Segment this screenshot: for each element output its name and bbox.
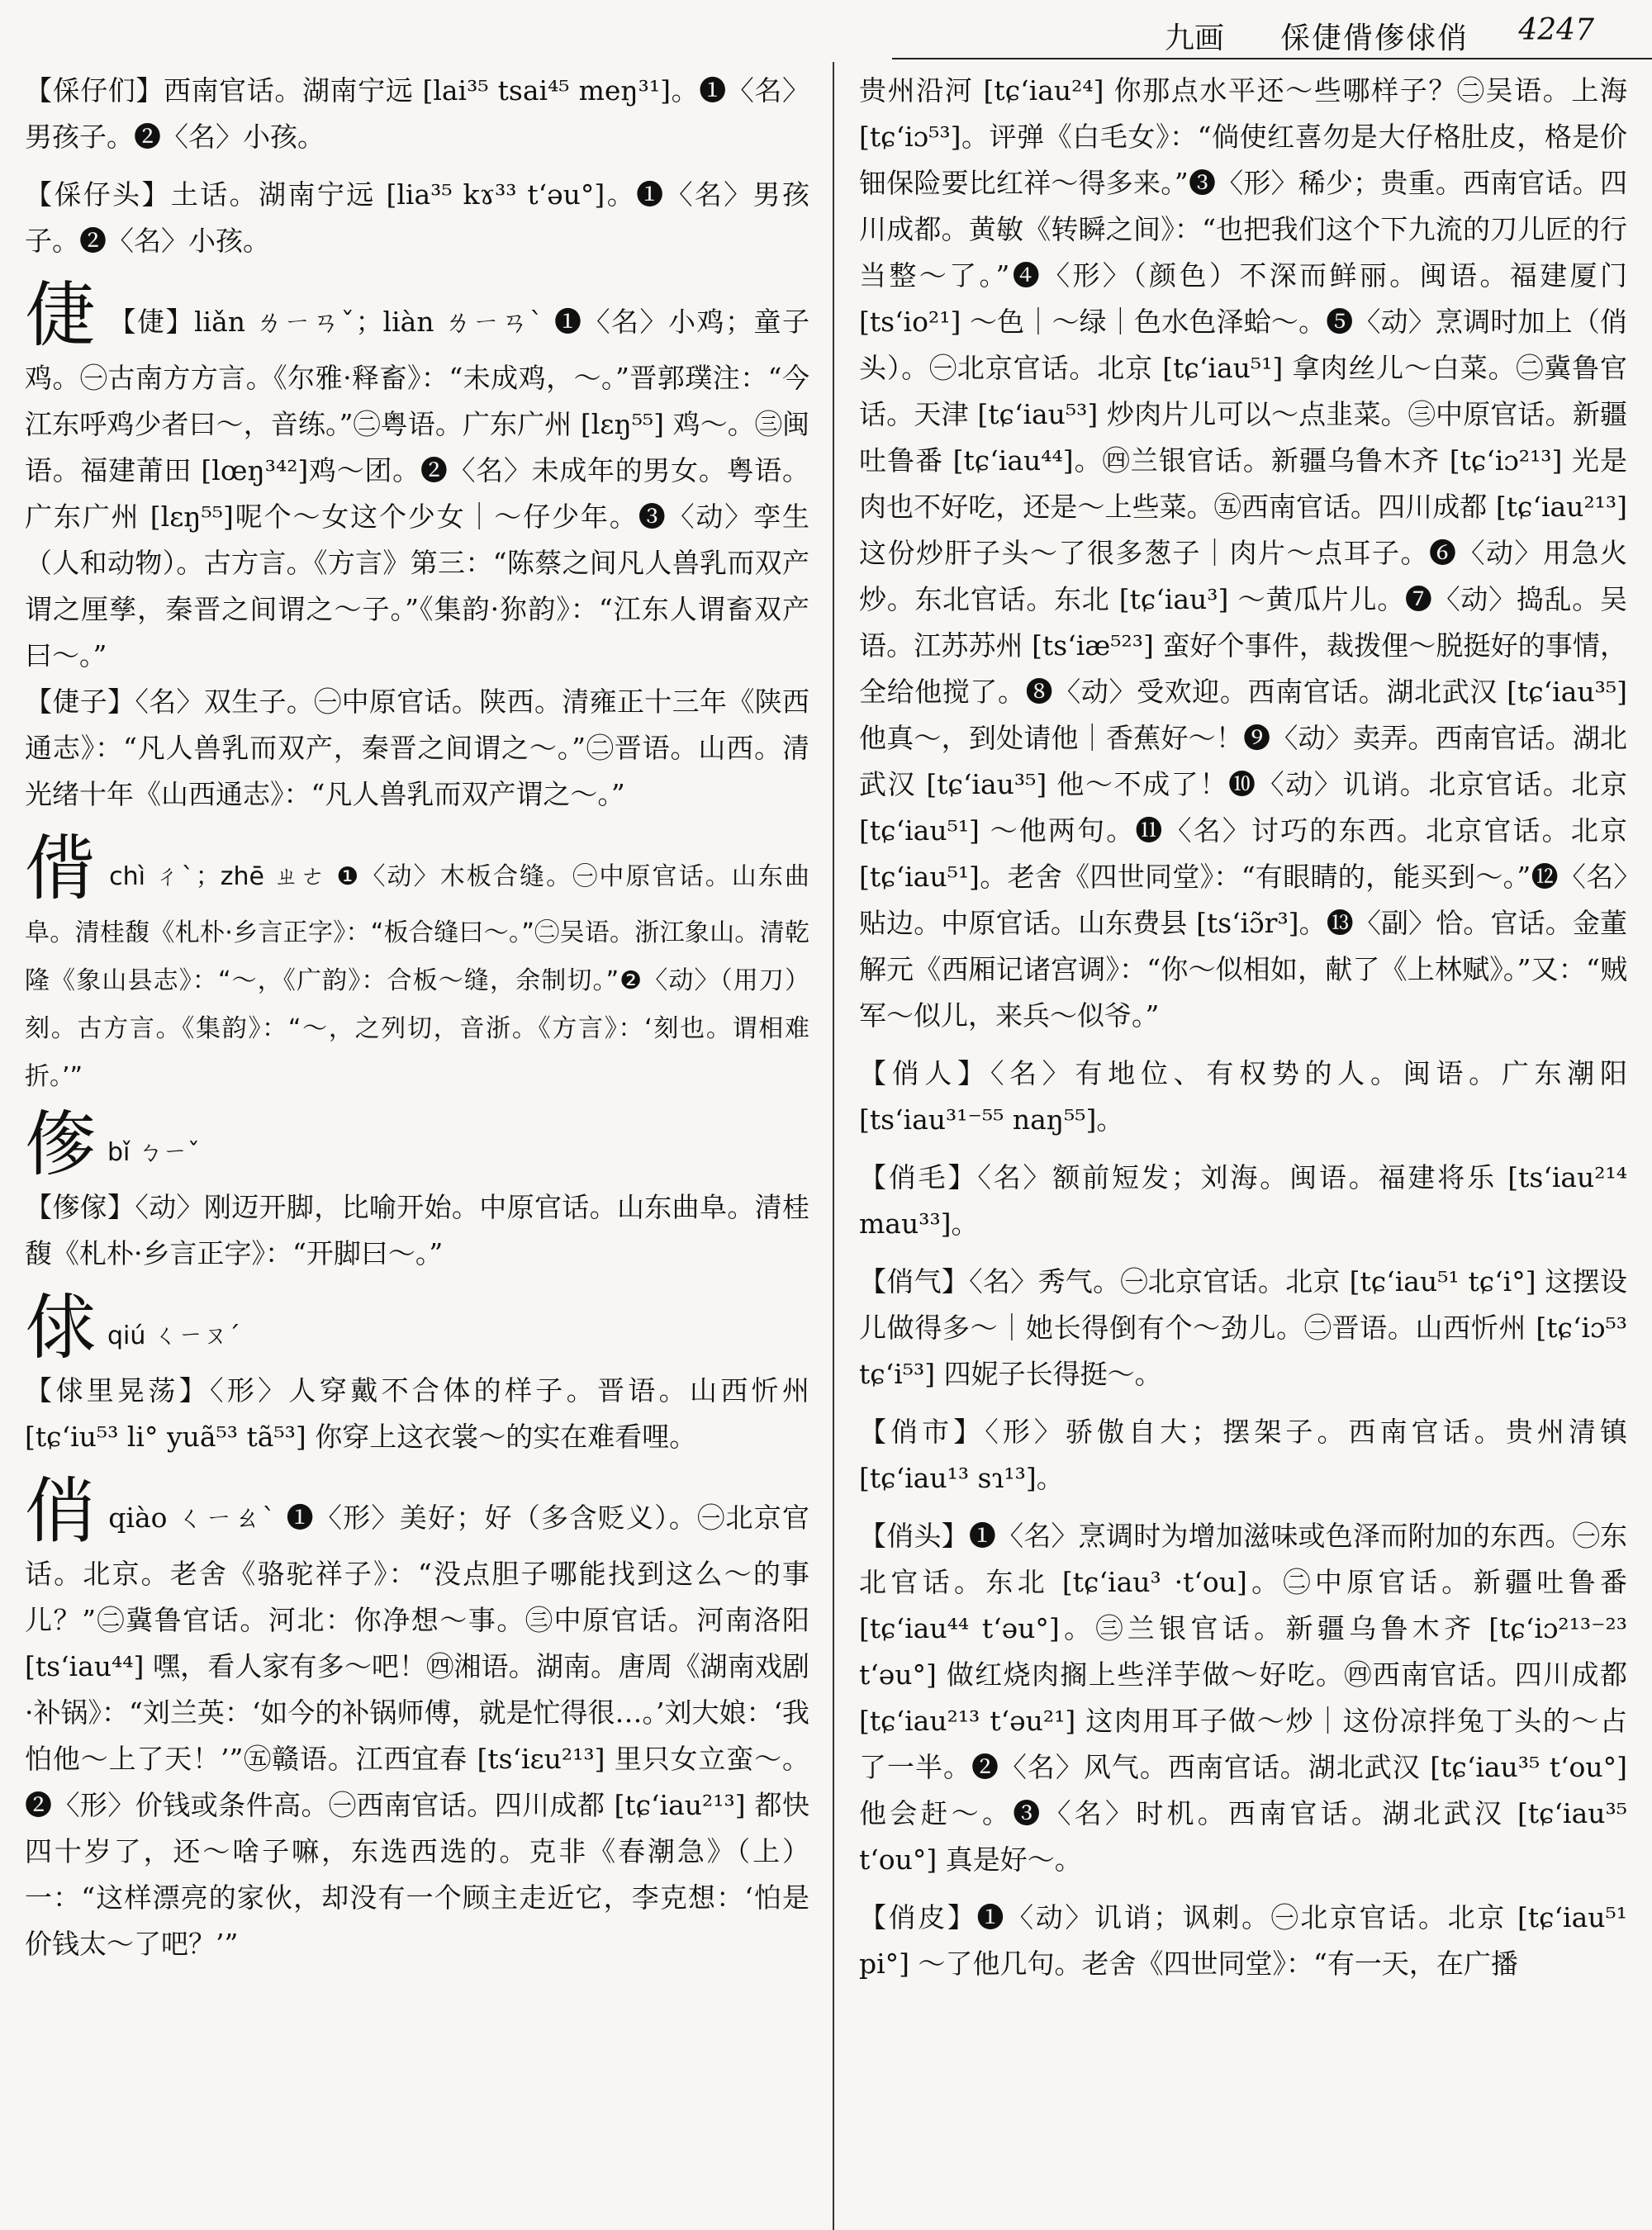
headword-chi-body: chì ㄔˋ；zhē ㄓㄜ ❶〈动〉木板合缝。㊀中原官话。山东曲阜。清桂馥《札朴·乡言正字》：“板合缝曰～。”㊁吴语。浙江象山。清乾隆《象山县志》：“～，《广韵》：合板～缝，余制切。”❷〈动〉（用刀）刻。古方言。《集韵》：“～，之列切，音浙。《方言》：‘刻也。谓相难折。’” — [25, 862, 809, 1091]
headchar-lian: 倢 — [25, 274, 97, 357]
right-column — [859, 68, 1627, 2213]
page-number: 4247 — [1518, 13, 1594, 47]
left-column — [25, 68, 809, 2213]
headword-chi — [25, 829, 809, 1100]
headword-qiao — [25, 1472, 809, 1967]
headword-bi-pron: bǐ ㄅㄧˇ — [107, 1138, 200, 1167]
section-label: 九画 — [1165, 21, 1225, 55]
entry-bijia: 【偧傢】〈动〉刚迈开脚，比喻开始。中原官话。山东曲阜。清桂馥《札朴·乡言正字》：“开脚曰～。” — [25, 1191, 809, 1269]
headword-qiu-pron: qiú ㄑㄧㄡˊ — [107, 1321, 240, 1350]
headword-bi — [25, 1105, 809, 1184]
headchar-bi: 偧 — [25, 1103, 96, 1186]
entry-qiaoshi: 【俏市】〈形〉骄傲自大；摆架子。西南官话。贵州清镇 [tɕ‘iau¹³ sɿ¹³]。 — [859, 1416, 1627, 1494]
entry-lianzi: 【倢子】〈名〉双生子。㊀中原官话。陕西。清雍正十三年《陕西通志》：“凡人兽乳而双产，秦晋之间谓之～。”㊁晋语。山西。清光绪十年《山西通志》：“凡人兽乳而双产谓之～。” — [25, 686, 809, 810]
entry-laizaitou: 【倸仔头】土话。湖南宁远 [lia³⁵ kɤ³³ t‘əu°]。❶〈名〉男孩子。❷〈名〉小孩。 — [25, 178, 809, 257]
entry-qiaotou: 【俏头】❶〈名〉烹调时为增加滋味或色泽而附加的东西。㊀东北官话。东北 [tɕ‘iau³ ·t‘ou]。㊁中原官话。新疆吐鲁番 [tɕ‘iau⁴⁴ t‘əu°]。㊂兰银官话。新疆乌鲁木齐 [tɕ‘iɔ²¹³⁻²³ t‘əu°] 做红烧肉搁上些洋芋做～好吃。㊃西南官话。四川成都 [tɕ‘iau²¹³ t‘əu²¹] 这肉用耳子做～炒｜这份凉拌兔丁头的～占了一半。❷〈名〉风气。西南官话。湖北武汉 [tɕ‘iau³⁵ t‘ou°] 他会赶～。❸〈名〉时机。西南官话。湖北武汉 [tɕ‘iau³⁵ t‘ou°] 真是好～。 — [859, 1520, 1627, 1876]
entry-qiao-continued: 贵州沿河 [tɕ‘iau²⁴] 你那点水平还～些哪样子？㊁吴语。上海 [tɕ‘iɔ⁵³]。评弹《白毛女》：“倘使红喜勿是大仔格肚皮，格是价钿保险要比红祥～得多来。”❸〈形〉稀少；贵重。西南官话。四川成都。黄敏《转瞬之间》：“也把我们这个下九流的刀儿匠的行当整～了。”❹〈形〉（颜色）不深而鲜丽。闽语。福建厦门 [ts‘io²¹] ～色｜～绿｜色水色泽蛤～。❺〈动〉烹调时加上（俏头）。㊀北京官话。北京 [tɕ‘iau⁵¹] 拿肉丝儿～白菜。㊁冀鲁官话。天津 [tɕ‘iau⁵³] 炒肉片儿可以～点韭菜。㊂中原官话。新疆吐鲁番 [tɕ‘iau⁴⁴]。㊃兰银官话。新疆乌鲁木齐 [tɕ‘iɔ²¹³] 光是肉也不好吃，还是～上些菜。㊄西南官话。四川成都 [tɕ‘iau²¹³] 这份炒肝子头～了很多葱子｜肉片～点耳子。❻〈动〉用急火炒。东北官话。东北 [tɕ‘iau³] ～黄瓜片儿。❼〈动〉捣乱。吴语。江苏苏州 [ts‘iæ⁵²³] 蛮好个事件，裁拨俚～脱挺好的事情，全给他搅了。❽〈动〉受欢迎。西南官话。湖北武汉 [tɕ‘iau³⁵] 他真～，到处请他｜香蕉好～！❾〈动〉卖弄。西南官话。湖北武汉 [tɕ‘iau³⁵] 他～不成了！❿〈动〉讥诮。北京官话。北京 [tɕ‘iau⁵¹] ～他两句。⓫〈名〉讨巧的东西。北京官话。北京 [tɕ‘iau⁵¹]。老舍《四世同堂》：“有眼睛的，能买到～。”⓬〈名〉贴边。中原官话。山东费县 [ts‘iɔ̃r³]。⓭〈副〉恰。官话。金董解元《西厢记诸宫调》：“你～似相如，献了《上林赋》。”又：“贼军～似儿，来兵～似爷。” — [859, 74, 1627, 1032]
entry-laizaimen: 【倸仔们】西南官话。湖南宁远 [lai³⁵ tsai⁴⁵ meŋ³¹]。❶〈名〉男孩子。❷〈名〉小孩。 — [25, 74, 809, 153]
headchar-qiao: 俏 — [25, 1470, 97, 1553]
header-chars: 倸倢偝偧俅俏 — [1280, 21, 1469, 55]
entry-qiaoren: 【俏人】〈名〉有地位、有权势的人。闽语。广东潮阳 [ts‘iau³¹⁻⁵⁵ naŋ⁵⁵]。 — [859, 1057, 1627, 1136]
headword-lian-body: 【倢】liǎn ㄌㄧㄢˇ；liàn ㄌㄧㄢˋ ❶〈名〉小鸡；童子鸡。㊀古南方方言。《尔雅·释畜》：“未成鸡，～。”晋郭璞注：“今江东呼鸡少者曰～，音练。”㊁粤语。广东广州 [lɛŋ⁵⁵] 鸡～。㊂闽语。福建莆田 [lœŋ³⁴²]鸡～团。❷〈名〉未成年的男女。粤语。广东广州 [lɛŋ⁵⁵]呢个～女这个少女｜～仔少年。❸〈动〉孪生（人和动物）。古方言。《方言》第三：“陈蔡之间凡人兽乳而双产谓之厘孳，秦晋之间谓之～子。”《集韵·狝韵》：“江东人谓畜双产曰～。” — [25, 306, 809, 671]
entry-qiaoqi: 【俏气】〈名〉秀气。㊀北京官话。北京 [tɕ‘iau⁵¹ tɕ‘i°] 这摆设儿做得多～｜她长得倒有个～劲儿。㊁晋语。山西忻州 [tɕ‘iɔ⁵³ tɕ‘i⁵³] 四妮子长得挺～。 — [859, 1265, 1627, 1390]
entry-qiulihuangdang: 【俅里晃荡】〈形〉人穿戴不合体的样子。晋语。山西忻州 [tɕ‘iu⁵³ li° yuã⁵³ tã⁵³] 你穿上这衣裳～的实在难看哩。 — [25, 1374, 809, 1453]
entry-qiaomao: 【俏毛】〈名〉额前短发；刘海。闽语。福建将乐 [ts‘iau²¹⁴ mau³³]。 — [859, 1161, 1627, 1240]
entry-qiaopi: 【俏皮】❶〈动〉讥诮；讽刺。㊀北京官话。北京 [tɕ‘iau⁵¹ pi°] ～了他几句。老舍《四世同堂》：“有一天，在广播 — [859, 1901, 1627, 1980]
headword-qiu — [25, 1288, 809, 1368]
headchar-qiu: 俅 — [25, 1287, 96, 1369]
column-divider — [833, 62, 834, 2230]
headword-lian — [25, 276, 809, 679]
headword-qiao-body: qiào ㄑㄧㄠˋ ❶〈形〉美好；好（多含贬义）。㊀北京官话。北京。老舍《骆驼祥子》：“没点胆子哪能找到这么～的事儿？”㊁冀鲁官话。河北：你净想～事。㊂中原官话。河南洛阳 [ts‘iau⁴⁴] 嘿，看人家有多～吧！㊃湘语。湖南。唐周《湖南戏剧·补锅》：“刘兰英：‘如今的补锅师傅，就是忙得很…。’刘大娘：‘我怕他～上了天！’”㊄赣语。江西宜春 [ts‘iɛu²¹³] 里只女立蛮～。❷〈形〉价钱或条件高。㊀西南官话。四川成都 [tɕ‘iau²¹³] 都快四十岁了，还～啥子嘛，东选西选的。克非《春潮急》（上）一：“这样漂亮的家伙，却没有一个顾主走近它，李克想：‘怕是价钱太～了吧？’” — [25, 1502, 809, 1960]
page-header — [892, 0, 1652, 59]
headchar-chi: 偝 — [25, 828, 98, 910]
